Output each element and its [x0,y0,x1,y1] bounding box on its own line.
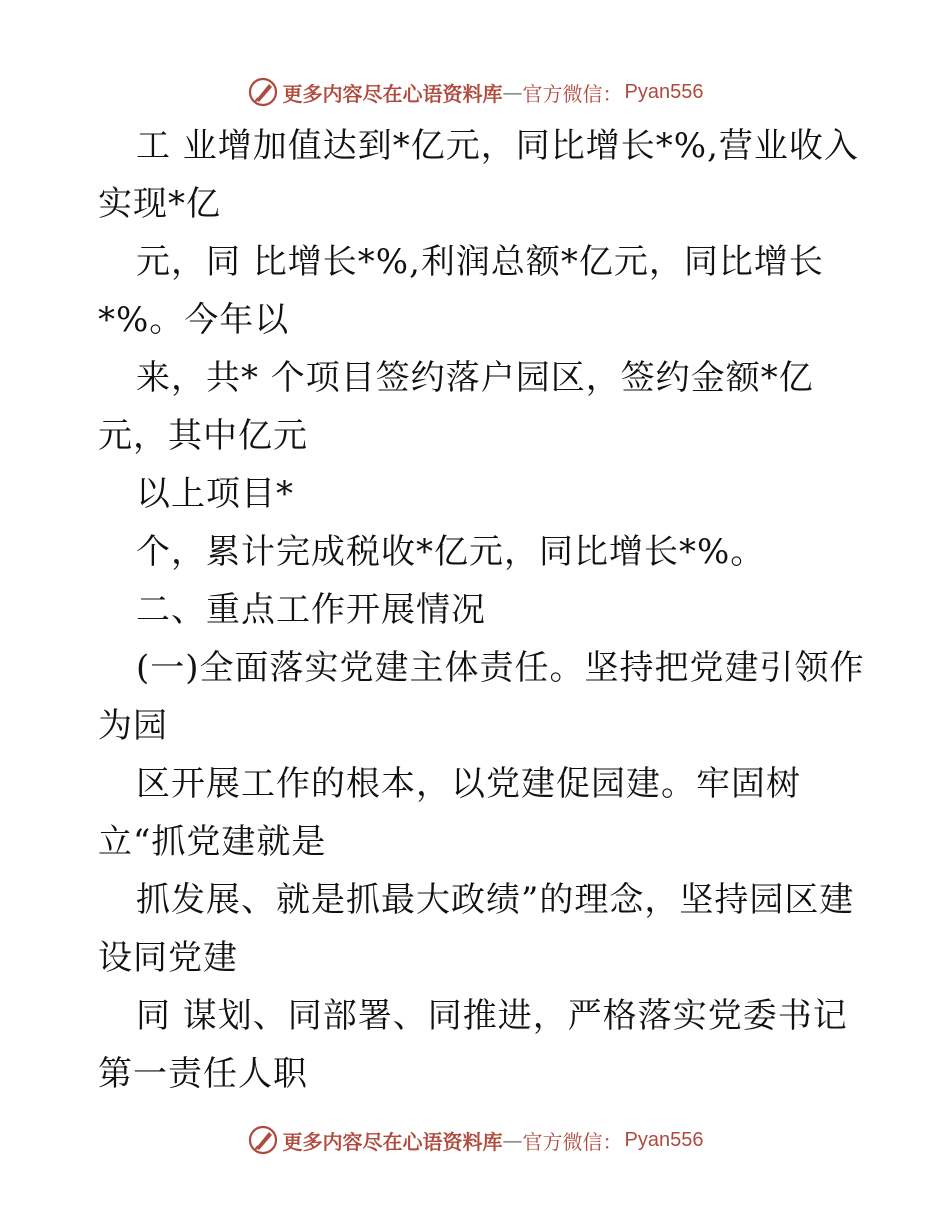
text-line: *%。今年以 [98,300,290,340]
section-heading: 二、重点工作开展情况 [136,590,486,630]
quill-pen-logo-icon [247,76,279,108]
text-line: 抓发展、就是抓最大政绩”的理念，坚持园区建 [136,880,855,920]
banner-wechat-label: 官方微信： [522,1129,623,1154]
text-line: 为园 [98,706,168,746]
quill-pen-logo-icon [247,1124,279,1156]
text-line: 工 业增加值达到*亿元，同比增长*%,营业收入 [136,126,859,166]
text-line: 区开展工作的根本，以党建促园建。牢固树 [136,764,801,804]
text-line: 元，其中亿元 [98,416,308,456]
text-line: 设同党建 [98,938,238,978]
banner-wechat-label: 官方微信： [522,81,623,106]
banner-wechat-id: Pyan556 [624,1128,704,1151]
banner-wechat-id: Pyan556 [624,80,704,103]
document-body [98,117,878,1103]
text-line: 元，同 比增长*%,利润总额*亿元，同比增长 [136,242,824,282]
footer-banner [0,1120,950,1160]
text-line: 立“抓党建就是 [98,822,327,862]
text-line: 以上项目* [136,474,294,514]
text-line: 来，共* 个项目签约落户园区，签约金额*亿 [136,358,814,398]
banner-brand-text: 更多内容尽在心语资料库 [282,81,503,106]
text-line: (一)全面落实党建主体责任。坚持把党建引领作 [136,648,865,688]
text-line: 实现*亿 [98,184,221,224]
banner-separator: — [502,1128,523,1152]
header-banner [0,72,950,112]
text-line: 个，累计完成税收*亿元，同比增长*%。 [136,532,766,572]
banner-brand-text: 更多内容尽在心语资料库 [282,1129,503,1154]
banner-separator: — [502,80,523,104]
text-line: 同 谋划、同部署、同推进，严格落实党委书记 [136,996,848,1036]
text-line: 第一责任人职 [98,1054,308,1094]
